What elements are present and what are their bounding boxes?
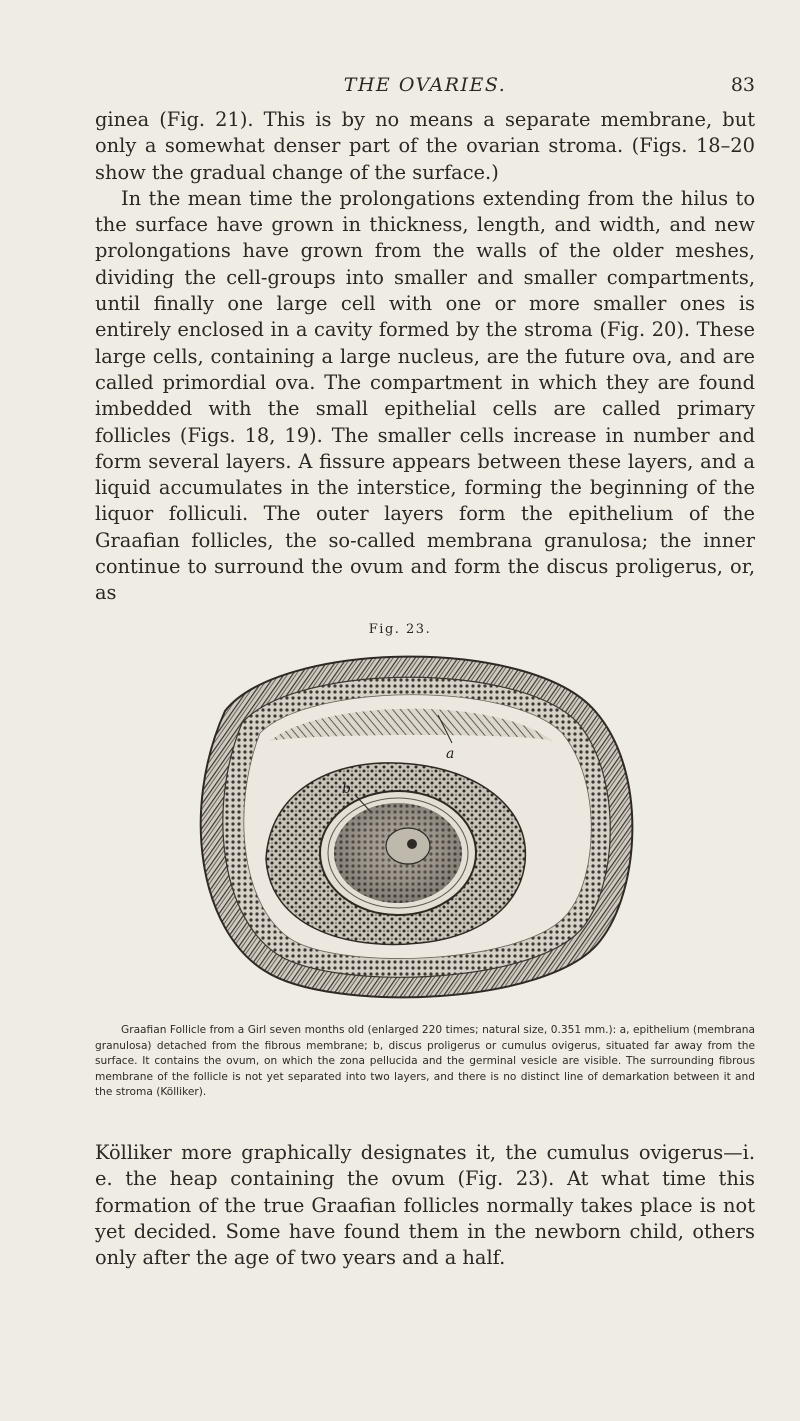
figure-label: Fig. 23.	[368, 622, 432, 637]
body-text-bottom	[95, 1140, 755, 1271]
paragraph-continued: ginea (Fig. 21). This is by no means a separate membrane, but only a somewhat denser part of the ovarian stroma. (Figs. 18–20 show the gradual change of the surface.)	[95, 108, 755, 184]
figure-letter-a: a	[446, 746, 455, 762]
body-text-top	[95, 107, 755, 607]
paragraph-kolliker: Kölliker more graphically designates it, the cumulus ovigerus—i. e. the heap containing the ovum (Fig. 23). At what time this formation of the true Graafian follicles normally takes place is not yet decided. Some have found them in the newborn child, others only after the age of two years and a half.	[95, 1141, 755, 1270]
caption-text: Graafian Follicle from a Girl seven months old (enlarged 220 times; natural size, 0.351 mm.): a, epithelium (membrana granulosa) detached from the fibrous membrane; b, discus proligerus or cumulus ovigerus, situated far away from the surface. It contains the ovum, on which the zona pellucida and the germinal vesicle are visible. The surrounding fibrous membrane of the follicle is not yet separated into two layers, and there is no distinct line of demarkation between it and the stroma (Kölliker).	[95, 1024, 755, 1098]
page-number: 83	[730, 74, 755, 96]
figure-letter-b: b	[342, 781, 351, 797]
figure-caption	[95, 1023, 755, 1101]
running-head: THE OVARIES.	[343, 74, 507, 96]
page-header	[95, 74, 755, 104]
paragraph-prolongations: In the mean time the prolongations extending from the hilus to the surface have grown in thickness, length, and width, and new prolongations have grown from the walls of the older meshes, dividing the cell-groups into smaller and smaller compartments, until finally one large cell with one or more smaller ones is entirely enclosed in a cavity formed by the stroma (Fig. 20). These large cells, containing a large nucleus, are the future ova, and are called primordial ova. The compartment in which they are found imbedded with the small epithelial cells are called primary follicles (Figs. 18, 19). The smaller cells increase in number and form several layers. A fissure appears between these layers, and a liquid accumulates in the interstice, forming the beginning of the liquor folliculi. The outer layers form the epithelium of the Graafian follicles, the so-called membrana granulosa; the inner continue to surround the ovum and form the discus proligerus, or, as	[95, 186, 755, 605]
graafian-follicle-illustration	[170, 641, 642, 1013]
